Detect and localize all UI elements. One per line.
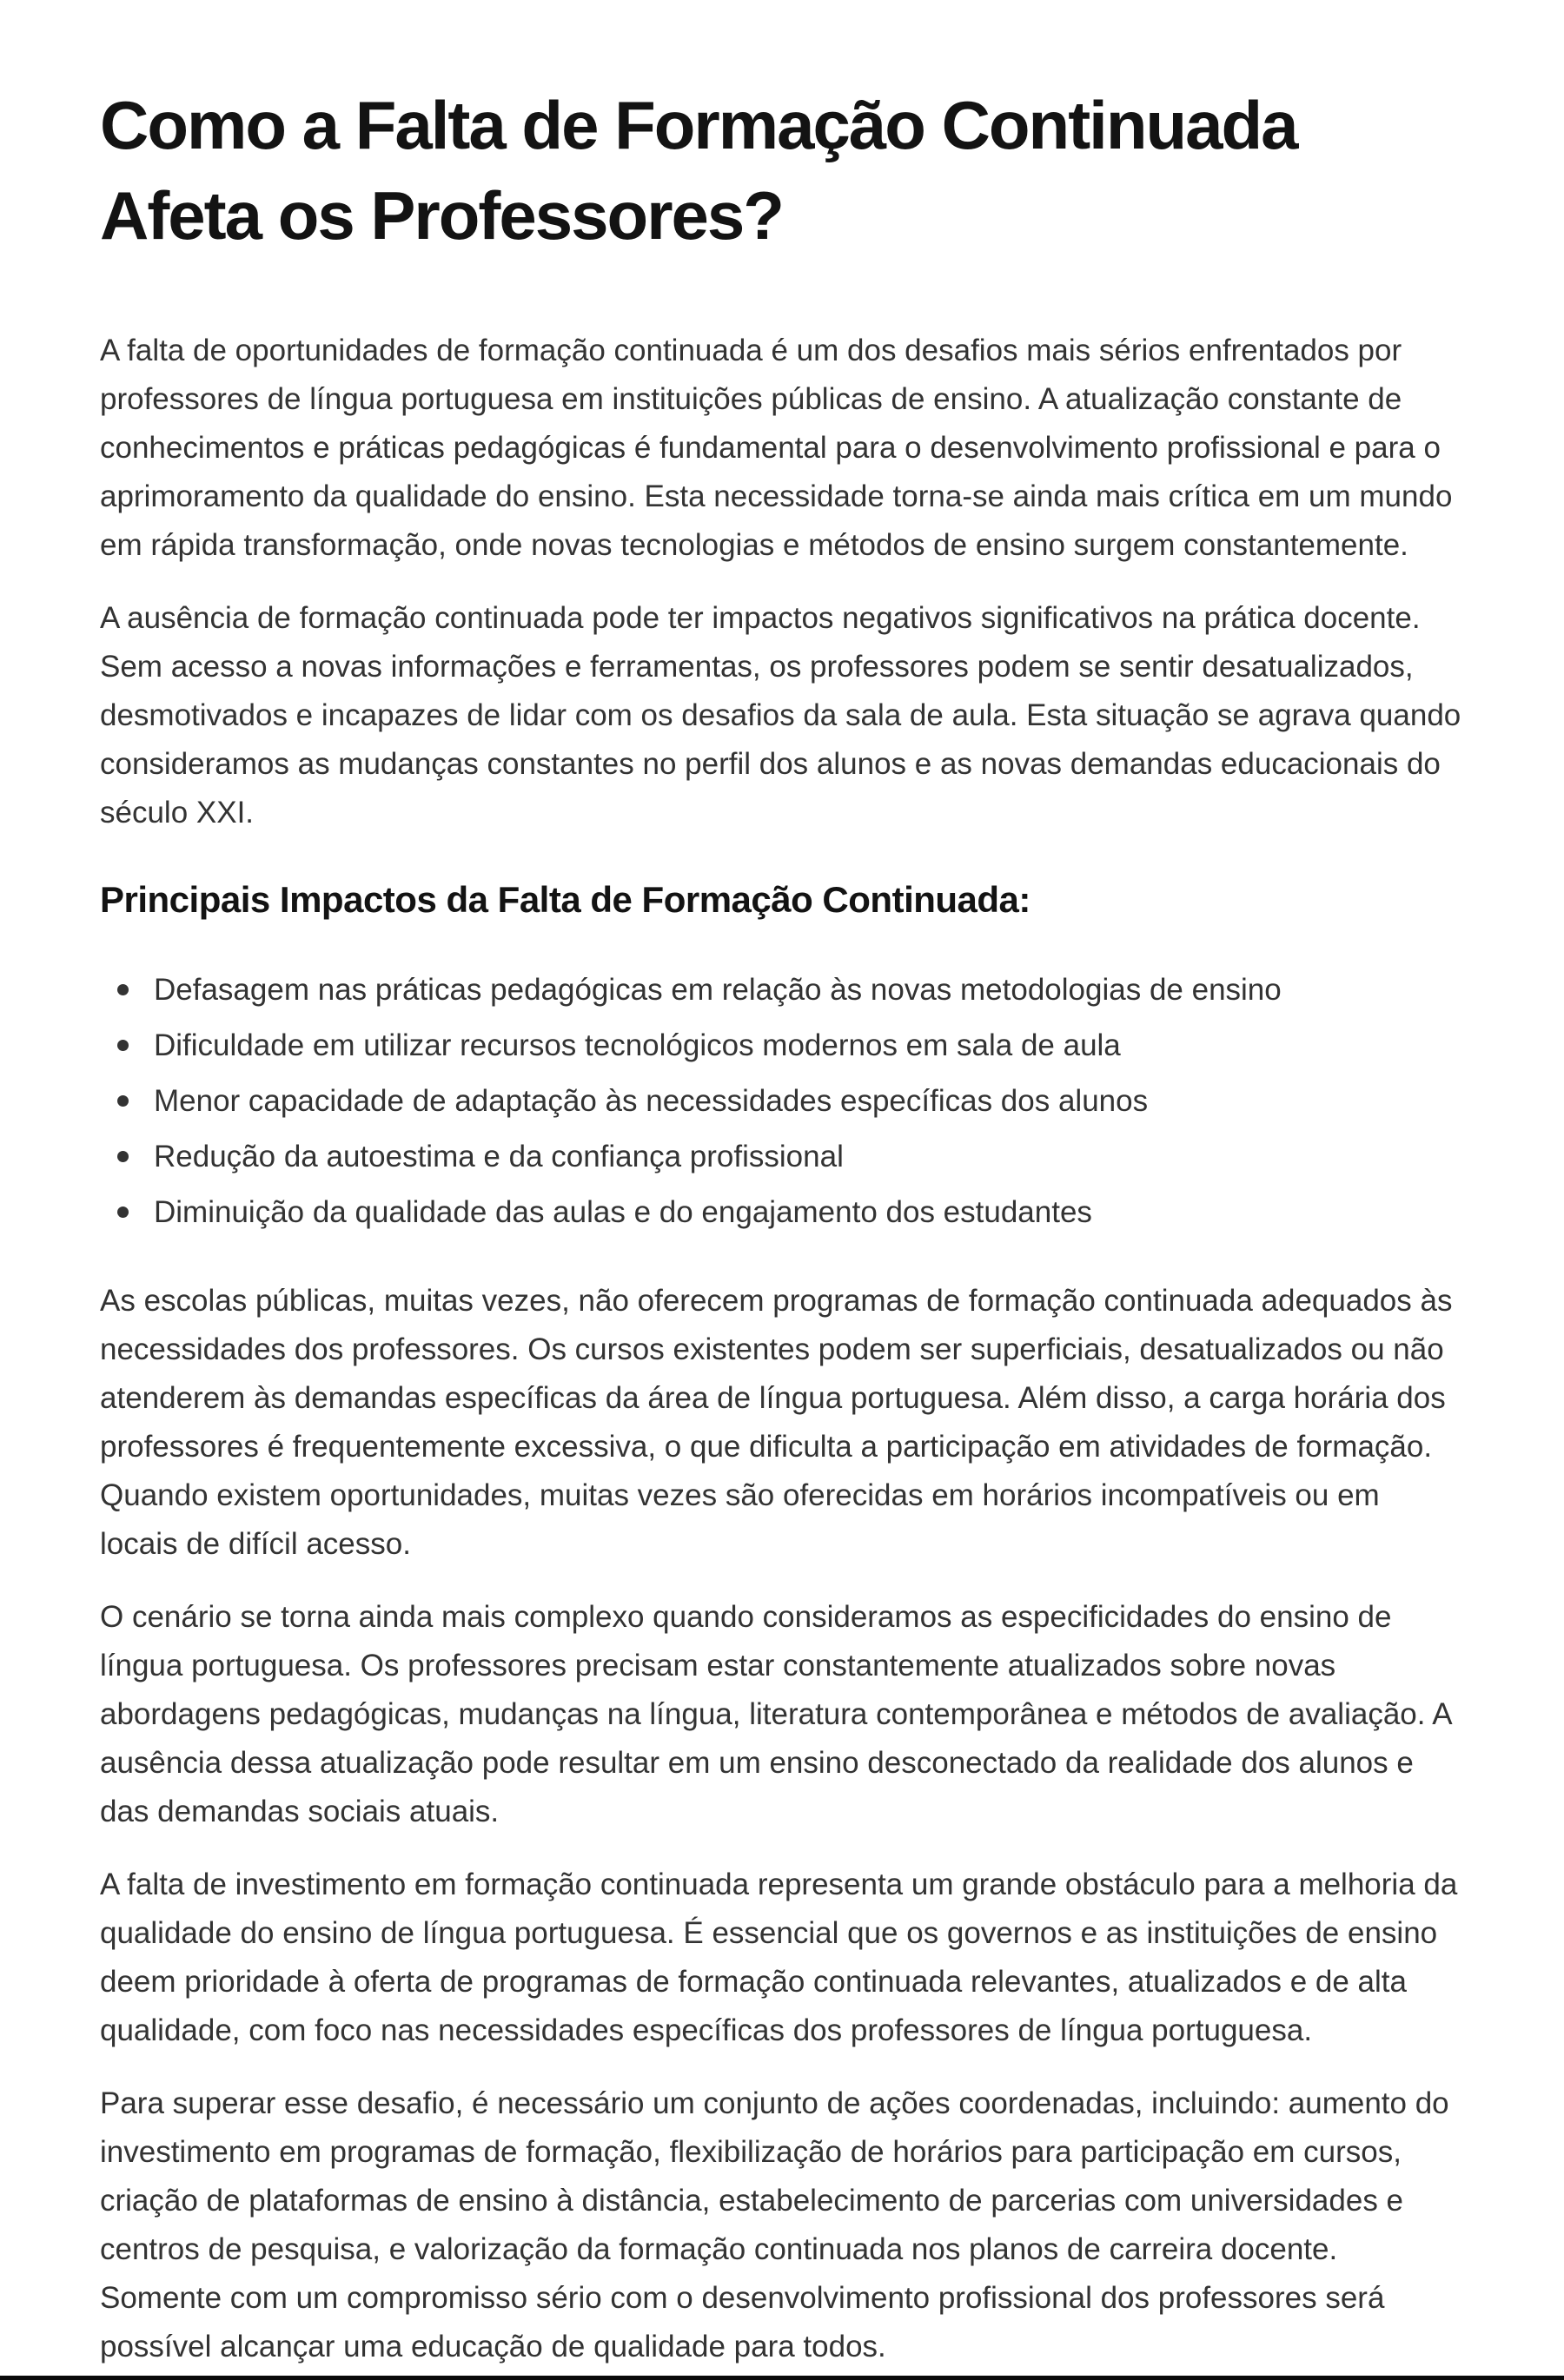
closing-paragraph-3: A falta de investimento em formação continuada representa um grande obstáculo para a melhoria da qualidade do ensino de língua portuguesa. É essencial que os governos e as instituições de ensino deem prioridade à oferta de programas de formação continuada relevantes, atualizados e de alta qualidade, com foco nas necessidades específicas dos professores de língua portuguesa. <box>100 1868 1458 2047</box>
bullet-icon <box>117 1040 129 1051</box>
page-title: Como a Falta de Formação Continuada Afeta os Professores? <box>100 87 1297 254</box>
bottom-edge-divider <box>0 2376 1564 2380</box>
list-item <box>154 966 1440 1015</box>
list-item-text: Redução da autoestima e da confiança profissional <box>154 1140 844 1173</box>
list-item-text: Menor capacidade de adaptação às necessidades específicas dos alunos <box>154 1084 1149 1118</box>
list-item-text: Diminuição da qualidade das aulas e do engajamento dos estudantes <box>154 1195 1092 1229</box>
list-item <box>154 1021 1440 1070</box>
closing-paragraph-4: Para superar esse desafio, é necessário um conjunto de ações coordenadas, incluindo: aumento do investimento em programas de formação, flexibilização de horários para participação em cursos, criação de plataformas de ensino à distância, estabelecimento de parcerias com universidades e centros de pesquisa, e valorização da formação continuada nos planos de carreira docente. Somente com um compromisso sério com o desenvolvimento profissional dos professores será possível alcançar uma educação de qualidade para todos. <box>100 2086 1449 2363</box>
intro-paragraph-2: A ausência de formação continuada pode ter impactos negativos significativos na prática docente. Sem acesso a novas informações e ferramentas, os professores podem se sentir desatualizados, desmotivados e incapazes de lidar com os desafios da sala de aula. Esta situação se agrava quando consideramos as mudanças constantes no perfil dos alunos e as novas demandas educacionais do século XXI. <box>100 601 1461 830</box>
bullet-icon <box>117 1207 129 1218</box>
closing-paragraph-1: As escolas públicas, muitas vezes, não oferecem programas de formação continuada adequados às necessidades dos professores. Os cursos existentes podem ser superficiais, desatualizados ou não atenderem às demandas específicas da área de língua portuguesa. Além disso, a carga horária dos professores é frequentemente excessiva, o que dificulta a participação em atividades de formação. Quando existem oportunidades, muitas vezes são oferecidas em horários incompatíveis ou em locais de difícil acesso. <box>100 1284 1453 1561</box>
intro-paragraph-1: A falta de oportunidades de formação continuada é um dos desafios mais sérios enfrentados por professores de língua portuguesa em instituições públicas de ensino. A atualização constante de conhecimentos e práticas pedagógicas é fundamental para o desenvolvimento profissional e para o aprimoramento da qualidade do ensino. Esta necessidade torna-se ainda mais crítica em um mundo em rápida transformação, onde novas tecnologias e métodos de ensino surgem constantemente. <box>100 334 1453 562</box>
section-heading-impacts: Principais Impactos da Falta de Formação Continuada: <box>100 879 1031 920</box>
list-item-text: Dificuldade em utilizar recursos tecnológicos modernos em sala de aula <box>154 1028 1121 1062</box>
closing-paragraph-2: O cenário se torna ainda mais complexo quando consideramos as especificidades do ensino de língua portuguesa. Os professores precisam estar constantemente atualizados sobre novas abordagens pedagógicas, mudanças na língua, literatura contemporânea e métodos de avaliação. A ausência dessa atualização pode resultar em um ensino desconectado da realidade dos alunos e das demandas sociais atuais. <box>100 1600 1451 1828</box>
list-item <box>154 1133 1440 1181</box>
list-item <box>154 1077 1440 1126</box>
bullet-icon <box>117 1151 129 1162</box>
list-item-text: Defasagem nas práticas pedagógicas em relação às novas metodologias de ensino <box>154 973 1282 1007</box>
bullet-icon <box>117 984 129 995</box>
list-item <box>154 1188 1440 1237</box>
bullet-icon <box>117 1095 129 1107</box>
impacts-list <box>100 966 1464 1237</box>
